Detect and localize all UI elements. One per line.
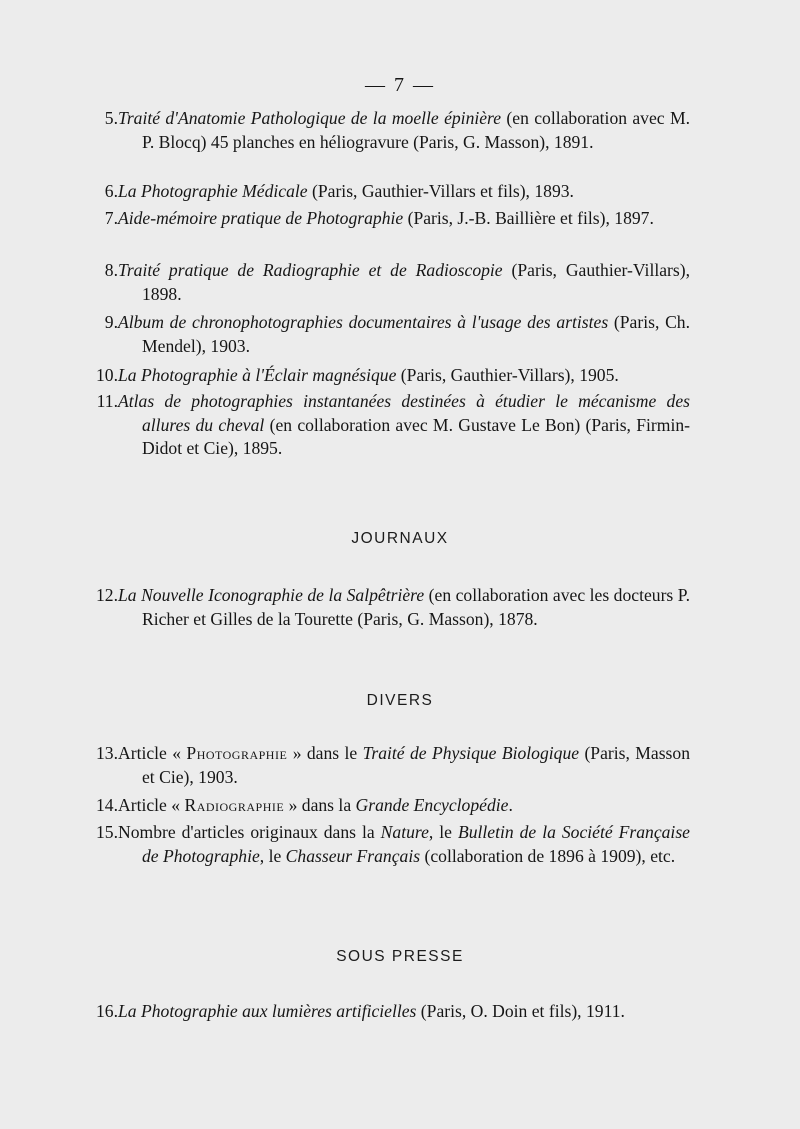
entry-number: 6. bbox=[104, 181, 118, 201]
entry-details: (Paris, Gauthier-Villars), 1898. bbox=[142, 260, 690, 304]
section-heading-journaux: JOURNAUX bbox=[351, 530, 449, 547]
entry-details: (Paris, Gauthier-Villars et fils), 1893. bbox=[307, 181, 574, 201]
bibliography-entry-8 bbox=[92, 259, 690, 306]
bibliography-entry-15 bbox=[92, 821, 690, 868]
entry-details: (en collaboration avec les docteurs P. Richer et Gilles de la Tourette (Paris, G. Masson), 1878. bbox=[142, 585, 690, 629]
entry-title: Aide-mémoire pratique de Photographie bbox=[118, 208, 404, 228]
entry-title: Album de chronophotographies documentaires à l'usage des artistes bbox=[118, 312, 609, 332]
entry-article-title: Photographie bbox=[186, 743, 288, 763]
bibliography-entry-14 bbox=[92, 794, 690, 818]
entry-number: 15. bbox=[96, 822, 118, 842]
bibliography-entry-10 bbox=[92, 364, 690, 388]
entry-number: 11. bbox=[96, 391, 118, 411]
entry-details: (en collaboration avec M. Gustave Le Bon) (Paris, Firmin-Didot et Cie), 1895. bbox=[142, 414, 690, 458]
entry-title: Traité pratique de Radiographie et de Radioscopie bbox=[118, 260, 503, 280]
section-heading-sous-presse: SOUS PRESSE bbox=[336, 948, 464, 965]
bibliography-entry-5 bbox=[92, 107, 690, 154]
journal-chasseur: Chasseur Français bbox=[285, 845, 421, 866]
entry-text: , le bbox=[428, 822, 458, 842]
bibliography-entry-9 bbox=[92, 311, 690, 358]
entry-details: (en collaboration avec M. P. Blocq) 45 planches en héliogravure (Paris, G. Masson), 1891. bbox=[142, 108, 690, 152]
entry-number: 16. bbox=[96, 1001, 118, 1021]
bibliography-entry-13 bbox=[92, 742, 690, 789]
entry-title: La Photographie à l'Éclair magnésique bbox=[118, 365, 397, 385]
entry-details: (Paris, Ch. Mendel), 1903. bbox=[142, 312, 690, 356]
entry-text: Article « bbox=[118, 795, 185, 815]
entry-text: Article « bbox=[118, 743, 187, 763]
entry-title: Traité de Physique Biologique bbox=[362, 743, 580, 763]
entry-title: La Photographie aux lumières artificielles bbox=[118, 1001, 417, 1021]
bibliography-entry-7 bbox=[92, 207, 690, 231]
entry-title: Grande Encyclopédie bbox=[355, 795, 509, 815]
entry-text: , le bbox=[259, 845, 286, 866]
entry-text: » dans la bbox=[284, 795, 356, 815]
entry-details: (Paris, O. Doin et fils), 1911. bbox=[416, 1001, 625, 1021]
entry-number: 13. bbox=[96, 743, 118, 763]
bibliography-entry-6 bbox=[92, 180, 690, 204]
entry-text: » dans le bbox=[287, 743, 363, 763]
entry-details: (Paris, Gauthier-Villars), 1905. bbox=[396, 365, 619, 385]
entry-number: 14. bbox=[96, 795, 118, 815]
entry-details: . bbox=[508, 795, 513, 815]
entry-number: 9. bbox=[104, 312, 118, 332]
entry-title: La Photographie Médicale bbox=[118, 181, 308, 201]
bibliography-entry-16 bbox=[92, 1000, 690, 1024]
bibliography-entry-11 bbox=[92, 390, 690, 461]
entry-details: (Paris, Masson et Cie), 1903. bbox=[142, 743, 691, 787]
entry-title: Traité d'Anatomie Pathologique de la moelle épinière bbox=[118, 108, 502, 128]
entry-number: 8. bbox=[104, 260, 118, 280]
entry-title: Atlas de photographies instantanées destinées à étudier le mécanisme des allures du cheval bbox=[118, 391, 690, 435]
entry-article-title: Radiographie bbox=[184, 795, 285, 815]
entry-number: 12. bbox=[96, 585, 118, 605]
entry-details: (collaboration de 1896 à 1909), etc. bbox=[420, 845, 676, 866]
page-number: — 7 — bbox=[365, 74, 435, 96]
entry-number: 7. bbox=[104, 208, 118, 228]
entry-details: (Paris, J.-B. Baillière et fils), 1897. bbox=[403, 208, 654, 228]
entry-title: La Nouvelle Iconographie de la Salpêtrière bbox=[118, 585, 425, 605]
bibliography-entry-12 bbox=[92, 584, 690, 631]
journal-bulletin: Bulletin de la Société Française de Photographie bbox=[142, 822, 690, 866]
entry-number: 10. bbox=[96, 365, 118, 385]
section-heading-divers: DIVERS bbox=[366, 692, 434, 709]
journal-nature: Nature bbox=[380, 822, 429, 842]
entry-text: Nombre d'articles originaux dans la bbox=[118, 822, 381, 842]
entry-number: 5. bbox=[104, 108, 118, 128]
